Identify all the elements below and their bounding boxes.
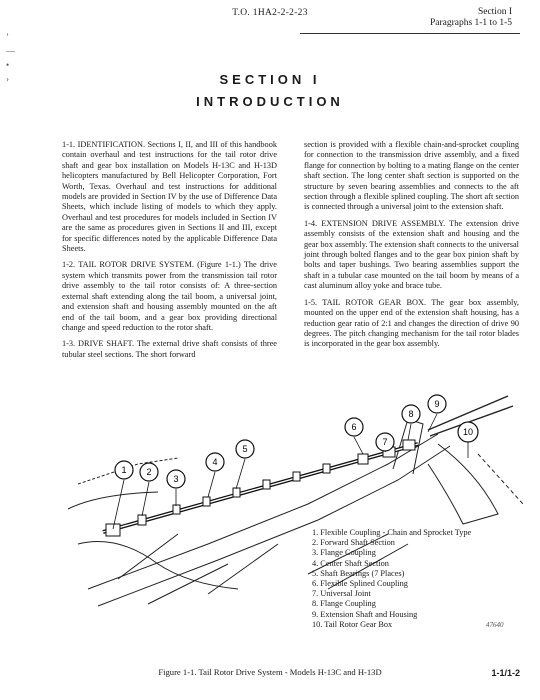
callout-leaders [113,414,468,529]
callout-9-label: 9 [434,399,440,409]
paragraph-1-2: 1-2. TAIL ROTOR DRIVE SYSTEM. (Figure 1-1.) The drive system which transmits power from the transmission tail rotor drive assembly to the tail rotor consists of: A three-section external shaft extending along the tail boom, a universal joint, and extension shaft and housing assembly mounted on the aft end of the tail boom, and a gear box providing directional change and speed reduction to the rotor shaft. [62,260,277,332]
callout-3 [167,470,185,488]
paragraph-1-4: 1-4. EXTENSION DRIVE ASSEMBLY. The extension drive assembly consists of the extension shaft and housing and the gear box assembly. The extension shaft connects to the universal joint through bolted flanges and to the gear box pinion shaft by bolts and taper bushings. Two bearing assemblies support the shaft in a tubular case mounted on the tail boom by means of a cast aluminum alloy yoke and brace tube. [304,218,519,291]
legend-item: 1. Flexible Coupling - Chain and Sprocket Type [312,528,472,537]
figure-caption: Figure 1-1. Tail Rotor Drive System - Models H-13C and H-13D [158,667,382,677]
callout-7 [376,433,394,451]
section-reference [430,7,512,29]
legend-item: 3. Flange Coupling [312,548,376,558]
left-column [62,140,277,366]
callout-8 [402,405,420,423]
right-column [304,140,519,356]
header-rule [300,33,520,34]
legend-item: 2. Forward Shaft Section [312,538,395,548]
callout-10-label: 10 [462,427,474,437]
legend-item: 9. Extension Shaft and Housing [312,609,418,619]
document-number: T.O. 1HA2-2-2-23 [232,8,308,18]
legend-item: 7. Universal Joint [312,589,371,599]
callout-9 [428,395,446,413]
callout-2-label: 2 [146,467,152,477]
paragraph-1-1: 1-1. IDENTIFICATION. Sections I, II, and III of this handbook contain overhaul and test instructions for the tail rotor drive shaft and gear box installation on Models H-13C and H-13D helicopters manufactured by Bell Helicopter Corporation, Fort Worth, Texas. Overhaul and test instructions for additional models are provided in Section IV by the use of Difference Data Sheets, which include listing of models to which they apply. Overhaul and test procedures for models included in Section IV are the same as procedures given in Sections II and III, except for specific differences noted by the applicable Difference Data Sheets. [62,140,277,254]
callout-1-label: 1 [121,465,127,475]
section-label: Section I [477,7,512,17]
section-title: SECTION I [219,72,321,87]
figure-legend [312,528,471,630]
paragraphs-label: Paragraphs 1-1 to 1-5 [429,18,512,28]
figure-stamp: 47640 [486,621,504,629]
page-number: 1-1/1-2 [491,668,520,678]
legend-item: 10. Tail Rotor Gear Box [312,619,393,629]
paragraph-1-3: 1-3. DRIVE SHAFT. The external drive shaft consists of three tubular steel sections. The short forward [62,339,277,359]
callout-5 [236,440,254,458]
legend-item: 4. Center Shaft Section [312,558,389,568]
callout-6 [345,418,363,436]
legend-item: 5. Shaft Bearings (7 Places) [312,568,405,578]
callout-4-label: 4 [212,457,218,467]
callout-7-label: 7 [382,437,388,447]
callout-3-label: 3 [173,474,179,484]
drive-shaft [103,440,418,536]
legend-item: 8. Flange Coupling [312,599,376,609]
callout-1 [115,461,133,479]
callout-8-label: 8 [408,409,414,419]
paragraph-1-5: 1-5. TAIL ROTOR GEAR BOX. The gear box assembly, mounted on the upper end of the extension shaft housing, has a reduction gear ratio of 2:1 and changes the direction of drive 90 degrees. The pitch changing mechanism for the tail rotor blades is incorporated in the gear box assembly. [304,297,519,349]
margin-marks: ’ — • › [6,32,15,84]
callout-5-label: 5 [242,444,248,454]
callout-2 [140,463,158,481]
callout-4 [206,453,224,471]
legend-item: 6. Flexible Splined Coupling [312,579,408,589]
callout-6-label: 6 [351,422,357,432]
callout-10 [458,422,478,442]
paragraph-1-3-continued: section is provided with a flexible chain-and-sprocket coupling for connection to the transmission drive assembly, and a fixed flange for connection by bolting to a mating flange on the center shaft section. The long center shaft section is supported on the structure by seven bearing assemblies and connects to the aft section through a flexible splined coupling. The short aft section is connected through a universal joint to the extension shaft. [304,140,519,212]
section-subtitle: INTRODUCTION [196,94,344,109]
